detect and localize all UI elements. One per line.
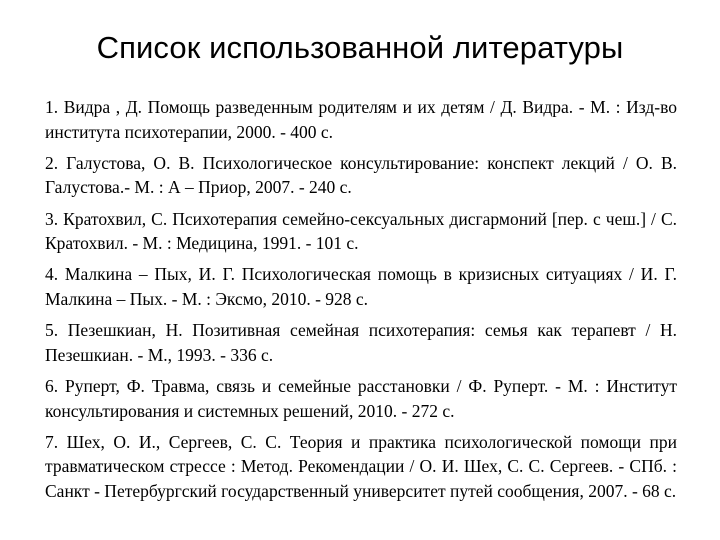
reference-item: 7. Шех, О. И., Сергеев, С. С. Теория и практика психологической помощи при травматическом стрессе : Метод. Рекомендации / О. И. Шех, С. С. Сергеев. - СПб. : Санкт - Петербургский государственный университет путей сообщения, 2007. - 68 с. xyxy=(45,431,677,501)
reference-item: 6. Руперт, Ф. Травма, связь и семейные расстановки / Ф. Руперт. - М. : Институт консультирования и системных решений, 2010. - 272 с. xyxy=(45,375,677,421)
reference-item: 5. Пезешкиан, Н. Позитивная семейная психотерапия: семья как терапевт / Н. Пезешкиан. - М., 1993. - 336 с. xyxy=(45,320,677,365)
reference-list xyxy=(45,95,677,510)
reference-item: 4. Малкина – Пых, И. Г. Психологическая помощь в кризисных ситуациях / И. Г. Малкина – Пых. - М. : Эксмо, 2010. - 928 с. xyxy=(45,264,677,309)
slide-title: Список использованной литературы xyxy=(96,30,624,65)
reference-item: 1. Видра , Д. Помощь разведенным родителям и их детям / Д. Видра. - М. : Изд-во института психотерапии, 2000. - 400 с. xyxy=(45,97,677,142)
reference-item: 2. Галустова, О. В. Психологическое консультирование: конспект лекций / О. В. Галустова.- М. : А – Приор, 2007. - 240 с. xyxy=(45,152,677,198)
reference-item: 3. Кратохвил, С. Психотерапия семейно-сексуальных дисгармоний [пер. с чеш.] / С. Кратохвил. - М. : Медицина, 1991. - 101 с. xyxy=(45,208,677,254)
